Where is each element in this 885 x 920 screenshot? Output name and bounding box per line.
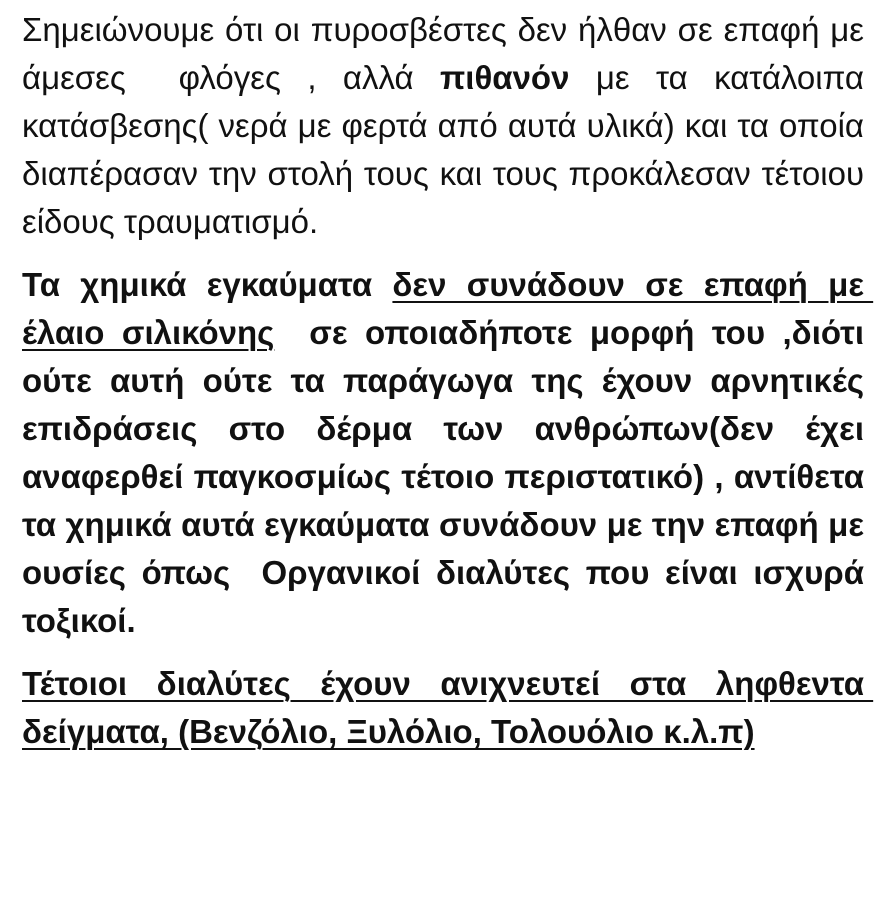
- paragraph-text: σε οποιαδήποτε μορφή του ,διότι ούτε αυτή ούτε τα παράγωγα της έχουν αρνητικές επιδράσεις στο δέρμα των ανθρώπων(δεν έχει αναφερθεί παγκοσμίως τέτοιο περιστατικό) , αντίθετα τα χημικά αυτά εγκαύματα συνάδουν με την επαφή με ουσίες όπως Οργανικοί διαλύτες που είναι ισχυρά τοξικοί.: [22, 314, 874, 639]
- paragraph-chemical-burns: [22, 261, 874, 645]
- document-body: [22, 6, 874, 756]
- paragraph-solvents-detected: [22, 660, 874, 756]
- paragraph-text: Σημειώνουμε ότι οι πυροσβέστες δεν ήλθαν σε επαφή με άμεσες φλόγες , αλλά: [22, 11, 874, 96]
- paragraph-text: με τα κατάλοιπα κατάσβεσης( νερά με φερτά από αυτά υλικά) και τα οποία διαπέρασαν την στολή τους και τους προκάλεσαν τέτοιου είδους τραυματισμό.: [22, 59, 874, 240]
- paragraph-text: Τέτοιοι διαλύτες έχουν ανιχνευτεί στα ληφθεντα δείγματα, (Βενζόλιο, Ξυλόλιο, Τολουόλιο κ.λ.π): [22, 665, 874, 750]
- paragraph-lead: Τα χημικά εγκαύματα: [22, 266, 393, 303]
- underlined-silicone-statement: δεν συνάδουν σε επαφή με έλαιο σιλικόνης: [22, 266, 874, 351]
- emphasis-probably: πιθανόν: [440, 59, 570, 96]
- paragraph-firefighters-contact: [22, 6, 874, 246]
